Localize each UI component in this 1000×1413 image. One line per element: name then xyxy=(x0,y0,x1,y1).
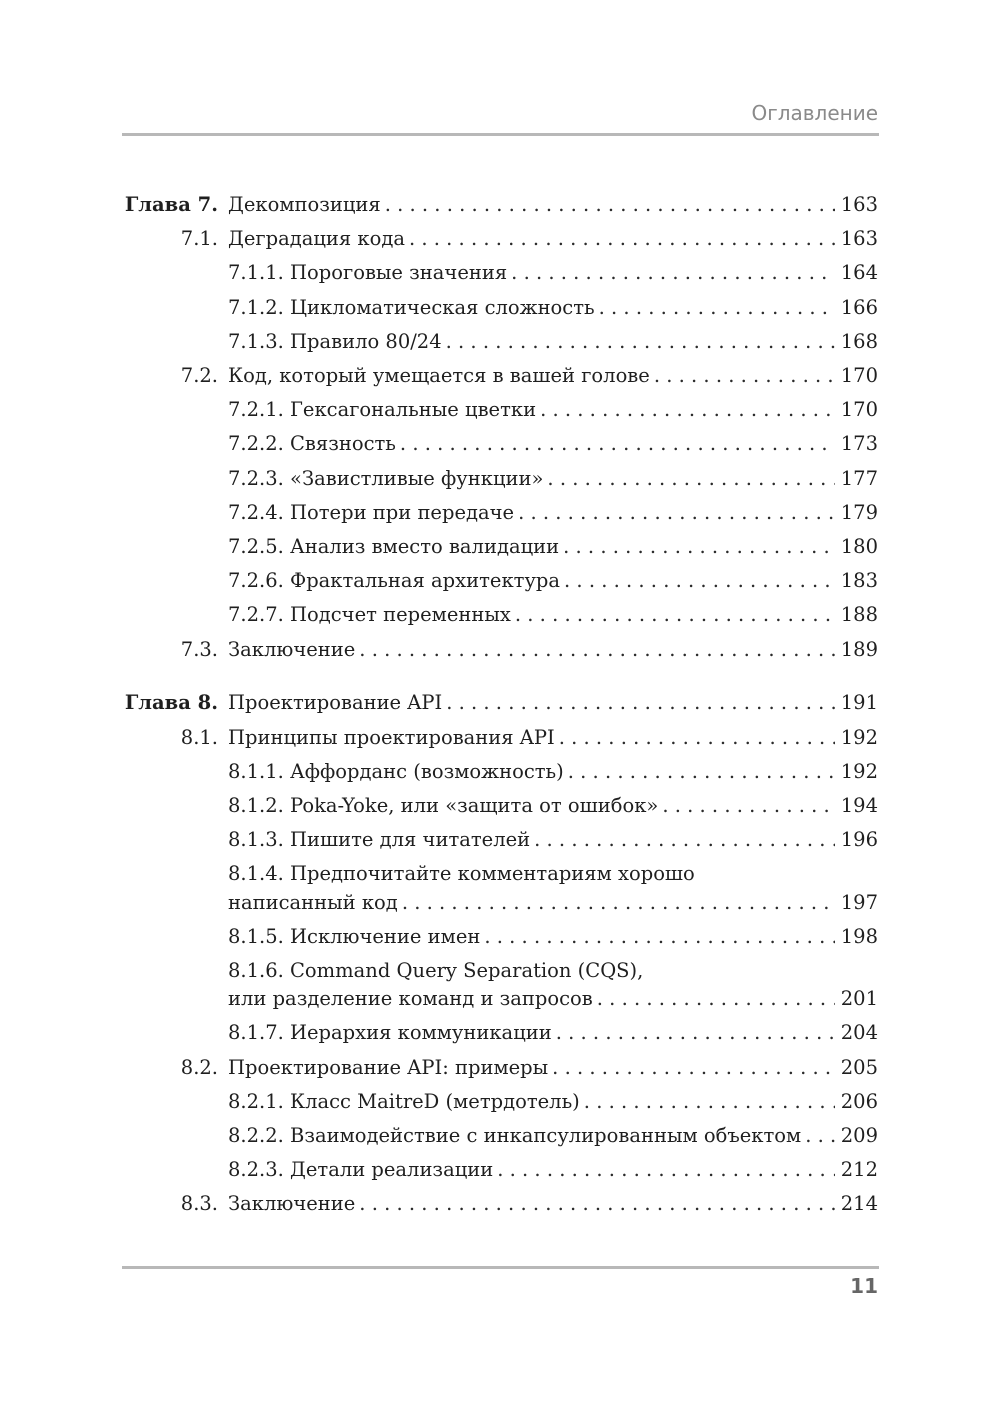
toc-entry-title: Проектирование API: примеры xyxy=(228,1055,549,1079)
dot-leader xyxy=(564,564,835,598)
toc-entry-page: 179 xyxy=(840,500,878,524)
toc-entry-page: 173 xyxy=(840,432,878,456)
toc-entry-page: 206 xyxy=(840,1089,878,1113)
running-header: Оглавление xyxy=(751,101,878,125)
toc-entry-title: 8.1.2. Poka-Yoke, или «защита от ошибок» xyxy=(228,793,659,817)
toc-entry-row[interactable] xyxy=(0,598,1000,632)
toc-entry-row[interactable] xyxy=(0,291,1000,325)
dot-leader xyxy=(534,823,835,857)
toc-entry-first-line: 8.1.4. Предпочитайте комментариям хорошо xyxy=(228,862,695,886)
dot-leader xyxy=(484,920,834,954)
toc-entry-row[interactable] xyxy=(0,1187,1000,1221)
toc-entry-title: 7.2.6. Фрактальная архитектура xyxy=(228,569,561,593)
toc-entry-number: 8.1. xyxy=(180,725,218,749)
dot-leader xyxy=(409,222,835,256)
toc-entry-row[interactable] xyxy=(0,564,1000,598)
toc-entry-page: 183 xyxy=(840,569,878,593)
toc-entry-row[interactable] xyxy=(0,222,1000,256)
toc-entry-page: 189 xyxy=(840,637,878,661)
toc-entry-page: 205 xyxy=(840,1055,878,1079)
toc-entry-number: Глава 7. xyxy=(124,193,218,216)
toc-entry-row[interactable] xyxy=(0,496,1000,530)
dot-leader xyxy=(805,1119,835,1153)
toc-entry-page: 164 xyxy=(840,261,878,285)
dot-leader xyxy=(497,1153,835,1187)
dot-leader xyxy=(662,789,834,823)
toc-entry-page: 194 xyxy=(840,793,878,817)
dot-leader xyxy=(446,686,835,720)
toc-entry-title: 8.1.1. Аффорданс (возможность) xyxy=(228,759,564,783)
toc-entry-number: 7.3. xyxy=(180,637,218,661)
dot-leader xyxy=(402,886,835,920)
toc-entry-page: 201 xyxy=(840,987,878,1011)
toc-entry-title: 8.1.3. Пишите для читателей xyxy=(228,828,531,852)
toc-entry-page: 198 xyxy=(840,924,878,948)
toc-entry-row[interactable] xyxy=(0,462,1000,496)
toc-entry-row[interactable] xyxy=(0,256,1000,290)
toc-entry-title: Заключение xyxy=(228,637,356,661)
dot-leader xyxy=(400,427,835,461)
toc-entry-title: Принципы проектирования API xyxy=(228,725,555,749)
toc-entry-title: 7.1.3. Правило 80/24 xyxy=(228,329,442,353)
dot-leader xyxy=(556,1016,835,1050)
toc-chapter-row[interactable] xyxy=(0,686,1000,720)
toc-entry-number: 8.3. xyxy=(180,1192,218,1216)
dot-leader xyxy=(552,1051,835,1085)
toc-entry-row[interactable] xyxy=(0,1153,1000,1187)
toc-entry-number: 7.1. xyxy=(180,227,218,251)
toc-entry-page: 177 xyxy=(840,466,878,490)
footer-rule xyxy=(122,1266,879,1269)
toc-entry-page: 204 xyxy=(840,1021,878,1045)
toc-entry-title: 7.2.4. Потери при передаче xyxy=(228,500,515,524)
toc-entry-page: 192 xyxy=(840,725,878,749)
toc-entry-title: написанный код xyxy=(228,890,398,914)
toc-entry-page: 196 xyxy=(840,828,878,852)
toc-entry-page: 168 xyxy=(840,329,878,353)
toc-entry-title: 8.2.3. Детали реализации xyxy=(228,1158,494,1182)
dot-leader xyxy=(654,359,835,393)
toc-chapter-row[interactable] xyxy=(0,188,1000,222)
dot-leader xyxy=(385,188,835,222)
dot-leader xyxy=(446,325,835,359)
toc-entry-page: 170 xyxy=(840,398,878,422)
toc-entry-page: 188 xyxy=(840,603,878,627)
dot-leader xyxy=(515,598,835,632)
toc-entry-title: 7.2.1. Гексагональные цветки xyxy=(228,398,537,422)
toc-entry-page: 166 xyxy=(840,295,878,319)
toc-entry-row[interactable] xyxy=(0,1016,1000,1050)
dot-leader xyxy=(597,982,835,1016)
dot-leader xyxy=(547,462,834,496)
page-number: 11 xyxy=(850,1274,878,1298)
dot-leader xyxy=(511,256,835,290)
dot-leader xyxy=(559,721,835,755)
toc-entry-row[interactable] xyxy=(0,823,1000,857)
toc-entry-title: 8.2.1. Класс MaitreD (метрдотель) xyxy=(228,1089,580,1113)
toc-entry-page: 192 xyxy=(840,759,878,783)
toc-entry-number: Глава 8. xyxy=(124,691,218,715)
toc-entry-title: 8.1.5. Исключение имен xyxy=(228,924,481,948)
toc-entry-title: или разделение команд и запросов xyxy=(228,987,593,1011)
dot-leader xyxy=(359,1187,834,1221)
dot-leader xyxy=(540,393,835,427)
toc-entry-number: 8.2. xyxy=(180,1055,218,1079)
toc-entry-title: 7.2.5. Анализ вместо валидации xyxy=(228,535,560,558)
toc-entry-page: 209 xyxy=(840,1123,878,1147)
toc-entry-row[interactable] xyxy=(0,1119,1000,1153)
toc-entry-title: Проектирование API xyxy=(228,691,443,715)
toc-entry-row[interactable] xyxy=(0,755,1000,789)
toc-entry-row[interactable] xyxy=(0,325,1000,359)
toc-entry-title: 8.2.2. Взаимодействие с инкапсулированным объектом xyxy=(228,1123,802,1147)
toc-entry-title: 7.2.3. «Завистливые функции» xyxy=(228,466,544,490)
dot-leader xyxy=(359,633,834,667)
header-rule xyxy=(122,133,879,136)
toc-entry-row[interactable] xyxy=(0,1051,1000,1085)
toc-entry-row[interactable] xyxy=(0,721,1000,755)
toc-entry-title: 7.2.7. Подсчет переменных xyxy=(228,603,511,627)
toc-entry-row[interactable] xyxy=(0,393,1000,427)
toc-entry-page: 163 xyxy=(840,227,878,251)
toc-entry-title: 7.1.2. Цикломатическая сложность xyxy=(228,295,595,319)
toc-entry-title: 7.2.2. Связность xyxy=(228,432,396,456)
toc-entry-title: Декомпозиция xyxy=(228,193,381,216)
toc-entry-title: 8.1.7. Иерархия коммуникации xyxy=(228,1021,552,1045)
toc-entry-row[interactable] xyxy=(0,427,1000,461)
toc-entry-number: 7.2. xyxy=(180,364,218,387)
toc-entry-page: 170 xyxy=(840,364,878,387)
toc-entry-page: 197 xyxy=(840,890,878,914)
toc-entry-page: 163 xyxy=(840,193,878,216)
dot-leader xyxy=(568,755,835,789)
toc-entry-page: 180 xyxy=(840,535,878,558)
toc-entry-page: 191 xyxy=(840,691,878,715)
toc-entry-title: Деградация кода xyxy=(228,227,405,251)
dot-leader xyxy=(563,530,835,564)
toc-entry-page: 214 xyxy=(840,1192,878,1216)
toc-entry-row[interactable] xyxy=(0,886,1000,920)
toc-entry-row[interactable] xyxy=(0,1085,1000,1119)
toc-entry-title: Заключение xyxy=(228,1192,356,1216)
toc-entry-row[interactable] xyxy=(0,530,1000,564)
toc-entry-row[interactable] xyxy=(0,982,1000,1016)
toc-entry-page: 212 xyxy=(840,1158,878,1182)
dot-leader xyxy=(599,291,835,325)
toc-entry-title: 7.1.1. Пороговые значения xyxy=(228,261,508,285)
dot-leader xyxy=(518,496,835,530)
toc-entry-title: Код, который умещается в вашей голове xyxy=(228,364,650,387)
toc-entry-row[interactable] xyxy=(0,920,1000,954)
toc-entry-first-line: 8.1.6. Command Query Separation (CQS), xyxy=(228,958,644,982)
toc-entry-row[interactable] xyxy=(0,789,1000,823)
toc-entry-row[interactable] xyxy=(0,633,1000,667)
dot-leader xyxy=(584,1085,835,1119)
toc-entry-row[interactable] xyxy=(0,359,1000,393)
